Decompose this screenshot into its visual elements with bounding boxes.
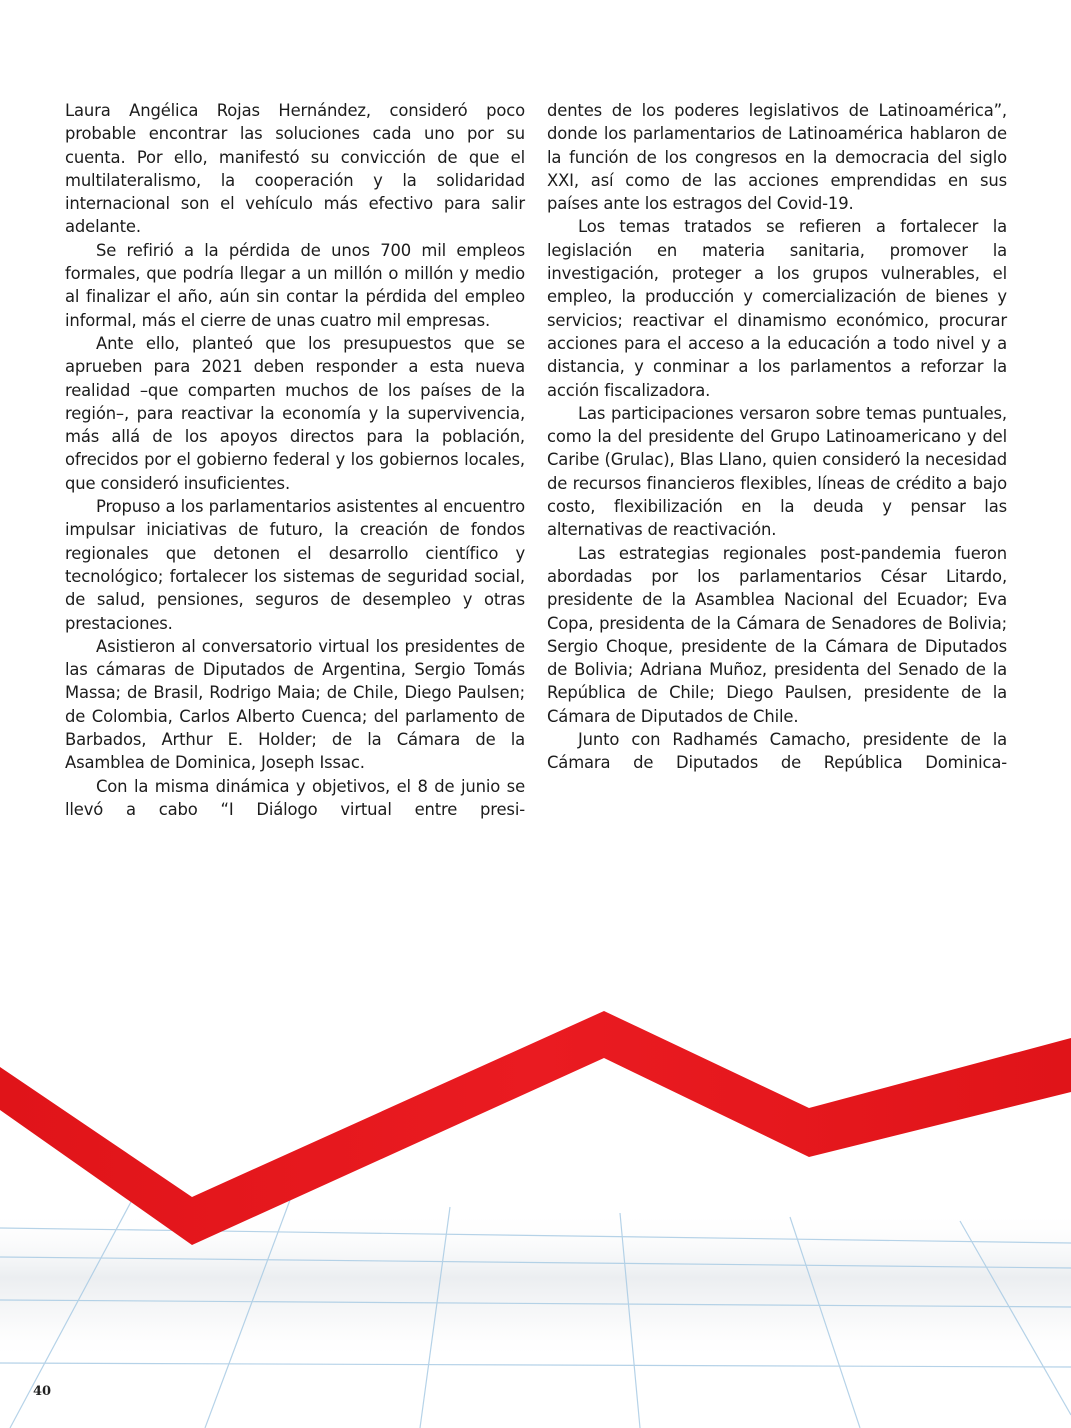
paragraph: Las estrategias regionales post-pandemia fueron abordadas por los parlamentarios César Litardo, presidente de la Asamblea Nacional del Ecuador; Eva Copa, presidenta de la Cámara de Senadores de Bolivia; Sergio Choque, presidente de la Cámara de Diputados de Bolivia; Adriana Muñoz, presidenta del Senado de la República de Chile; Diego Paulsen, presidente de la Cámara de Diputados de Chile. — [547, 543, 1007, 726]
red-trend-line — [0, 1011, 1071, 1245]
floor-shadow — [0, 1210, 1071, 1360]
paragraph: Laura Angélica Rojas Hernández, consideró poco probable encontrar las soluciones cada uno por su cuenta. Por ello, manifestó su convicción de que el multilateralismo, la cooperación y la solidaridad internacional son el vehículo más efectivo para salir adelante. — [65, 101, 525, 237]
paragraph: Ante ello, planteó que los presupuestos que se aprueben para 2021 deben responder a esta nueva realidad –que comparten muchos de los países de la región–, para reactivar la economía y la supervivencia, más allá de los apoyos directos para la población, ofrecidos por el gobierno federal y los gobiernos locales, que consideró insuficientes. — [65, 333, 525, 493]
paragraph: Las participaciones versaron sobre temas puntuales, como la del presidente del Grupo Latinoamericano y del Caribe (Grulac), Blas Llano, quien consideró la necesidad de recursos financieros flexibles, líneas de crédito a bajo costo, flexibilización en la deuda y pensar las alternativas de reactivación. — [547, 403, 1007, 540]
page-number: 40 — [33, 1384, 52, 1399]
paragraph: dentes de los poderes legislativos de Latinoamérica”, donde los parlamentarios de Latinoamérica hablaron de la función de los congresos en la democracia del siglo XXI, así como de las acciones emprendidas en sus países ante los estragos del Covid-19. — [547, 101, 1007, 214]
paragraph: Con la misma dinámica y objetivos, el 8 de junio se llevó a cabo “I Diálogo virtual entre presi- — [65, 776, 525, 819]
paragraph: Los temas tratados se refieren a fortalecer la legislación en materia sanitaria, promover la investigación, proteger a los grupos vulnerables, el empleo, la producción y comercialización de bienes y servicios; reactivar el dinamismo económico, procurar acciones para el acceso a la educación a todo nivel y a distancia, y conminar a los parlamentos a reforzar la acción fiscalizadora. — [547, 217, 1007, 400]
paragraph: Se refirió a la pérdida de unos 700 mil empleos formales, que podría llegar a un millón o millón y medio al finalizar el año, aún sin contar la pérdida del empleo informal, más el cierre de unas cuatro mil empresas. — [65, 240, 525, 330]
left-text-column — [65, 99, 525, 821]
trend-line-illustration — [0, 985, 1071, 1428]
right-text-column — [547, 99, 1007, 775]
paragraph: Asistieron al conversatorio virtual los presidentes de las cámaras de Diputados de Argentina, Sergio Tomás Massa; de Brasil, Rodrigo Maia; de Chile, Diego Paulsen; de Colombia, Carlos Alberto Cuenca; del parlamento de Barbados, Arthur E. Holder; de la Cámara de la Asamblea de Dominica, Joseph Issac. — [65, 636, 525, 773]
grid-horizontal-line — [0, 1363, 1071, 1367]
paragraph: Propuso a los parlamentarios asistentes al encuentro impulsar iniciativas de futuro, la creación de fondos regionales que detonen el desarrollo científico y tecnológico; fortalecer los sistemas de seguridad social, de salud, pensiones, seguros de desempleo y otras prestaciones. — [65, 497, 525, 633]
paragraph: Junto con Radhamés Camacho, presidente de la Cámara de Diputados de República Dominica- — [547, 730, 1007, 773]
